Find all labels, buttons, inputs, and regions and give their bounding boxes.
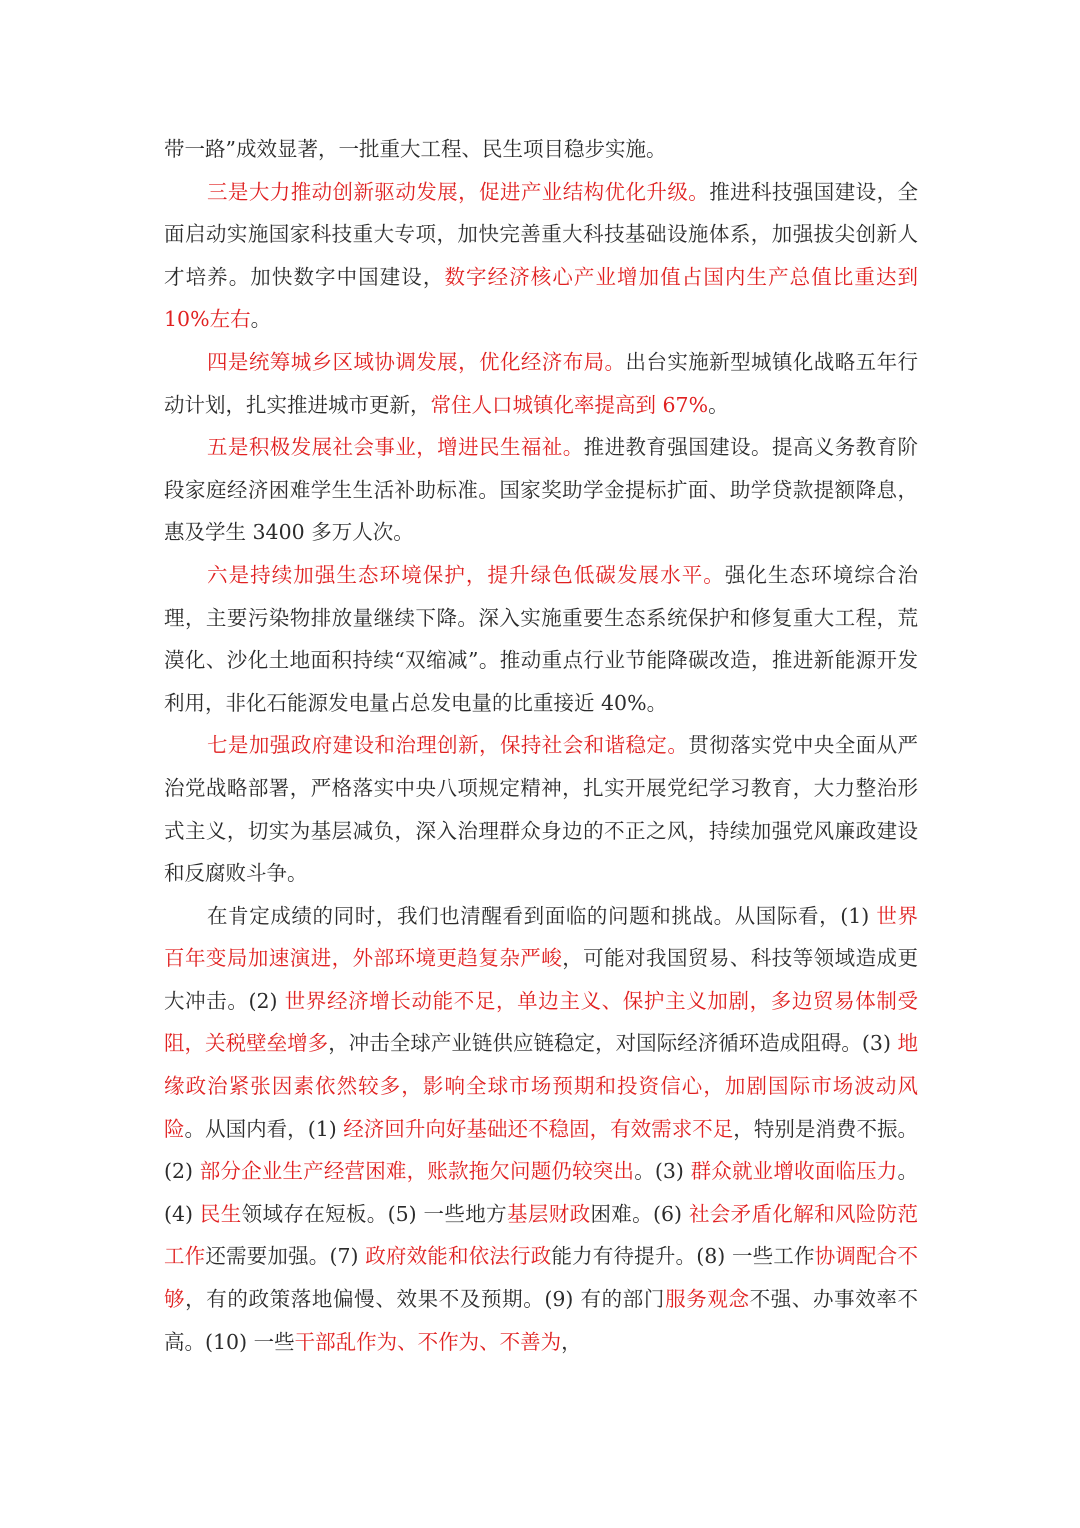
paragraph xyxy=(164,128,918,171)
body-text: 不强、办事效率不高。(10) 一些 xyxy=(164,1287,919,1354)
body-text: 。(4) xyxy=(164,1159,918,1226)
body-text: 推进教育强国建设。提高义务教育阶段家庭经济困难学生生活补助标准。国家奖助学金提标扩面、助学贷款提额降息，惠及学生 3400 多万人次。 xyxy=(164,435,919,545)
paragraph xyxy=(164,554,918,724)
body-text: 贯彻落实党中央全面从严治党战略部署，严格落实中央八项规定精神，扎实开展党纪学习教育，大力整治形式主义，切实为基层减负，深入治理群众身边的不正之风，持续加强党风廉政建设和反腐败斗争。 xyxy=(164,733,919,886)
body-text: 还需要加强。(7) xyxy=(205,1244,366,1269)
body-text: 。从国内看，(1) xyxy=(184,1116,344,1141)
highlighted-text: 基层财政 xyxy=(507,1201,591,1226)
body-text: ， xyxy=(561,1329,582,1354)
highlighted-text: 政府效能和依法行政 xyxy=(365,1244,552,1269)
body-text: 困难。(6) xyxy=(590,1201,689,1226)
paragraph xyxy=(164,895,918,1364)
highlighted-text: 民生 xyxy=(199,1201,242,1226)
highlighted-text: 干部乱作为、不作为、不善为 xyxy=(294,1329,562,1354)
highlighted-text: 常住人口城镇化率提高到 67% xyxy=(430,392,709,417)
highlighted-text: 经济回升向好基础还不稳固，有效需求不足 xyxy=(343,1116,734,1141)
paragraph xyxy=(164,171,918,341)
body-text: 。 xyxy=(250,307,272,332)
highlighted-text: 四是统筹城乡区域协调发展，优化经济布局。 xyxy=(207,349,626,374)
highlighted-text: 世界经济增长动能不足，单边主义、保护主义加剧，多边贸易体制受阻，关税壁垒增多 xyxy=(164,988,919,1056)
paragraph xyxy=(164,341,918,426)
highlighted-text: 五是积极发展社会事业，增进民生福祉。 xyxy=(207,435,584,460)
highlighted-text: 协调配合不够 xyxy=(164,1244,918,1312)
highlighted-text: 数字经济核心产业增加值占国内生产总值比重达到 10%左右 xyxy=(164,264,919,332)
body-text: 。 xyxy=(708,392,729,417)
document-page xyxy=(164,128,918,1363)
body-text: 强化生态环境综合治理，主要污染物排放量继续下降。深入实施重要生态系统保护和修复重大工程，荒漠化、沙化土地面积持续“双缩减”。推动重点行业节能降碳改造，推进新能源开发利用，非化石能源发电量占总发电量的比重接近 40%。 xyxy=(164,562,918,715)
body-text: ，特别是消费不振。(2) xyxy=(164,1116,919,1184)
paragraph xyxy=(164,426,918,554)
body-text: 能力有待提升。(8) 一些工作 xyxy=(551,1244,815,1269)
body-text: 领域存在短板。(5) 一些地方 xyxy=(241,1201,507,1226)
highlighted-text: 地缘政治紧张因素依然较多，影响全球市场预期和投资信心，加剧国际市场波动风险 xyxy=(164,1031,918,1141)
highlighted-text: 六是持续加强生态环境保护，提升绿色低碳发展水平。 xyxy=(207,562,725,587)
highlighted-text: 世界百年变局加速演进，外部环境更趋复杂严峻 xyxy=(164,903,918,971)
body-text: ，有的政策落地偏慢、效果不及预期。(9) 有的部门 xyxy=(185,1287,666,1312)
highlighted-text: 七是加强政府建设和治理创新，保持社会和谐稳定。 xyxy=(207,733,689,758)
body-text: 带一路”成效显著，一批重大工程、民生项目稳步实施。 xyxy=(164,137,667,161)
highlighted-text: 群众就业增收面临压力 xyxy=(690,1159,898,1184)
paragraph xyxy=(164,724,918,894)
body-text: ，冲击全球产业链供应链稳定，对国际经济循环造成阻碍。(3) xyxy=(328,1031,898,1056)
highlighted-text: 社会矛盾化解和风险防范工作 xyxy=(164,1201,919,1269)
body-text: 推进科技强国建设，全面启动实施国家科技重大专项，加快完善重大科技基础设施体系，加强拔尖创新人才培养。加快数字中国建设， xyxy=(164,179,919,289)
body-text: ，可能对我国贸易、科技等领域造成更大冲击。(2) xyxy=(164,946,919,1013)
body-text: 出台实施新型城镇化战略五年行动计划，扎实推进城市更新， xyxy=(164,349,918,417)
highlighted-text: 部分企业生产经营困难，账款拖欠问题仍较突出 xyxy=(199,1159,635,1184)
highlighted-text: 服务观念 xyxy=(665,1287,750,1312)
body-text: 在肯定成绩的同时，我们也清醒看到面临的问题和挑战。从国际看，(1) xyxy=(207,903,877,928)
highlighted-text: 三是大力推动创新驱动发展，促进产业结构优化升级。 xyxy=(207,179,710,204)
body-text: 。(3) xyxy=(634,1159,691,1184)
